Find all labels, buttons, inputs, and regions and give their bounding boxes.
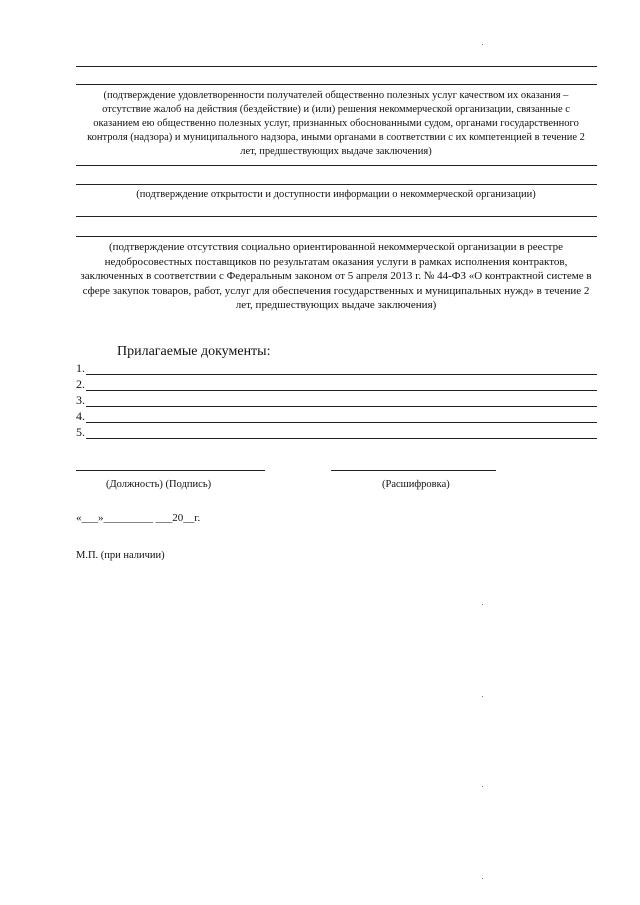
- scan-speck: [482, 44, 483, 45]
- attachment-number: 3.: [76, 393, 85, 407]
- attachment-line: [86, 406, 597, 407]
- stamp-label: М.П. (при наличии): [76, 550, 165, 561]
- attachment-row: [76, 361, 597, 375]
- position-signature-label: (Должность) (Подпись): [106, 479, 212, 490]
- attachment-number: 4.: [76, 409, 85, 423]
- scan-speck: [482, 696, 483, 697]
- caption-satisfaction: (подтверждение удовлетворенности получателей общественно полезных услуг качеством их оказания – отсутствие жалоб на действия (бездействие) и (или) решения некоммерческой организации, связанные с оказанием ею общественно полезных услуг, признанных обоснованными судом, органами государственного контроля (надзора) и муниципального надзора, иными органами в соответствии с их компетенцией в течение 2 лет, предшествующих выдаче заключения): [87, 90, 585, 157]
- attachments-heading: Прилагаемые документы:: [117, 344, 271, 359]
- attachment-row: [76, 409, 597, 423]
- blank-line: [76, 184, 597, 185]
- caption-registry: (подтверждение отсутствия социально ориентированной некоммерческой организации в реестре недобросовестных поставщиков по результатам оказания услуги в рамках исполнения контрактов, заключенных в соответствии с Федеральным законом от 5 апреля 2013 г. № 44-ФЗ «О контрактной системе в сфере закупок товаров, работ, услуг для обеспечения государственных и муниципальных нужд» в течение 2 лет, предшествующих выдаче заключения): [80, 241, 592, 311]
- attachment-line: [86, 390, 597, 391]
- blank-line: [76, 216, 597, 217]
- attachment-row: [76, 425, 597, 439]
- attachment-line: [86, 438, 597, 439]
- signature-line: [76, 470, 265, 471]
- attachment-line: [86, 422, 597, 423]
- caption-openness: (подтверждение открытости и доступности информации о некоммерческой организации): [136, 189, 536, 200]
- scan-speck: [482, 604, 483, 605]
- decoding-label: (Расшифровка): [382, 479, 450, 490]
- blank-line: [76, 66, 597, 67]
- attachment-number: 2.: [76, 377, 85, 391]
- attachment-number: 5.: [76, 425, 85, 439]
- decoding-line: [331, 470, 496, 471]
- date-line: «___»_________ ___20__г.: [76, 512, 201, 524]
- attachment-row: [76, 377, 597, 391]
- attachment-line: [86, 374, 597, 375]
- attachment-row: [76, 393, 597, 407]
- scan-speck: [482, 786, 483, 787]
- blank-line: [76, 165, 597, 166]
- blank-line: [76, 236, 597, 237]
- scan-speck: [482, 878, 483, 879]
- blank-line: [76, 84, 597, 85]
- attachment-number: 1.: [76, 361, 85, 375]
